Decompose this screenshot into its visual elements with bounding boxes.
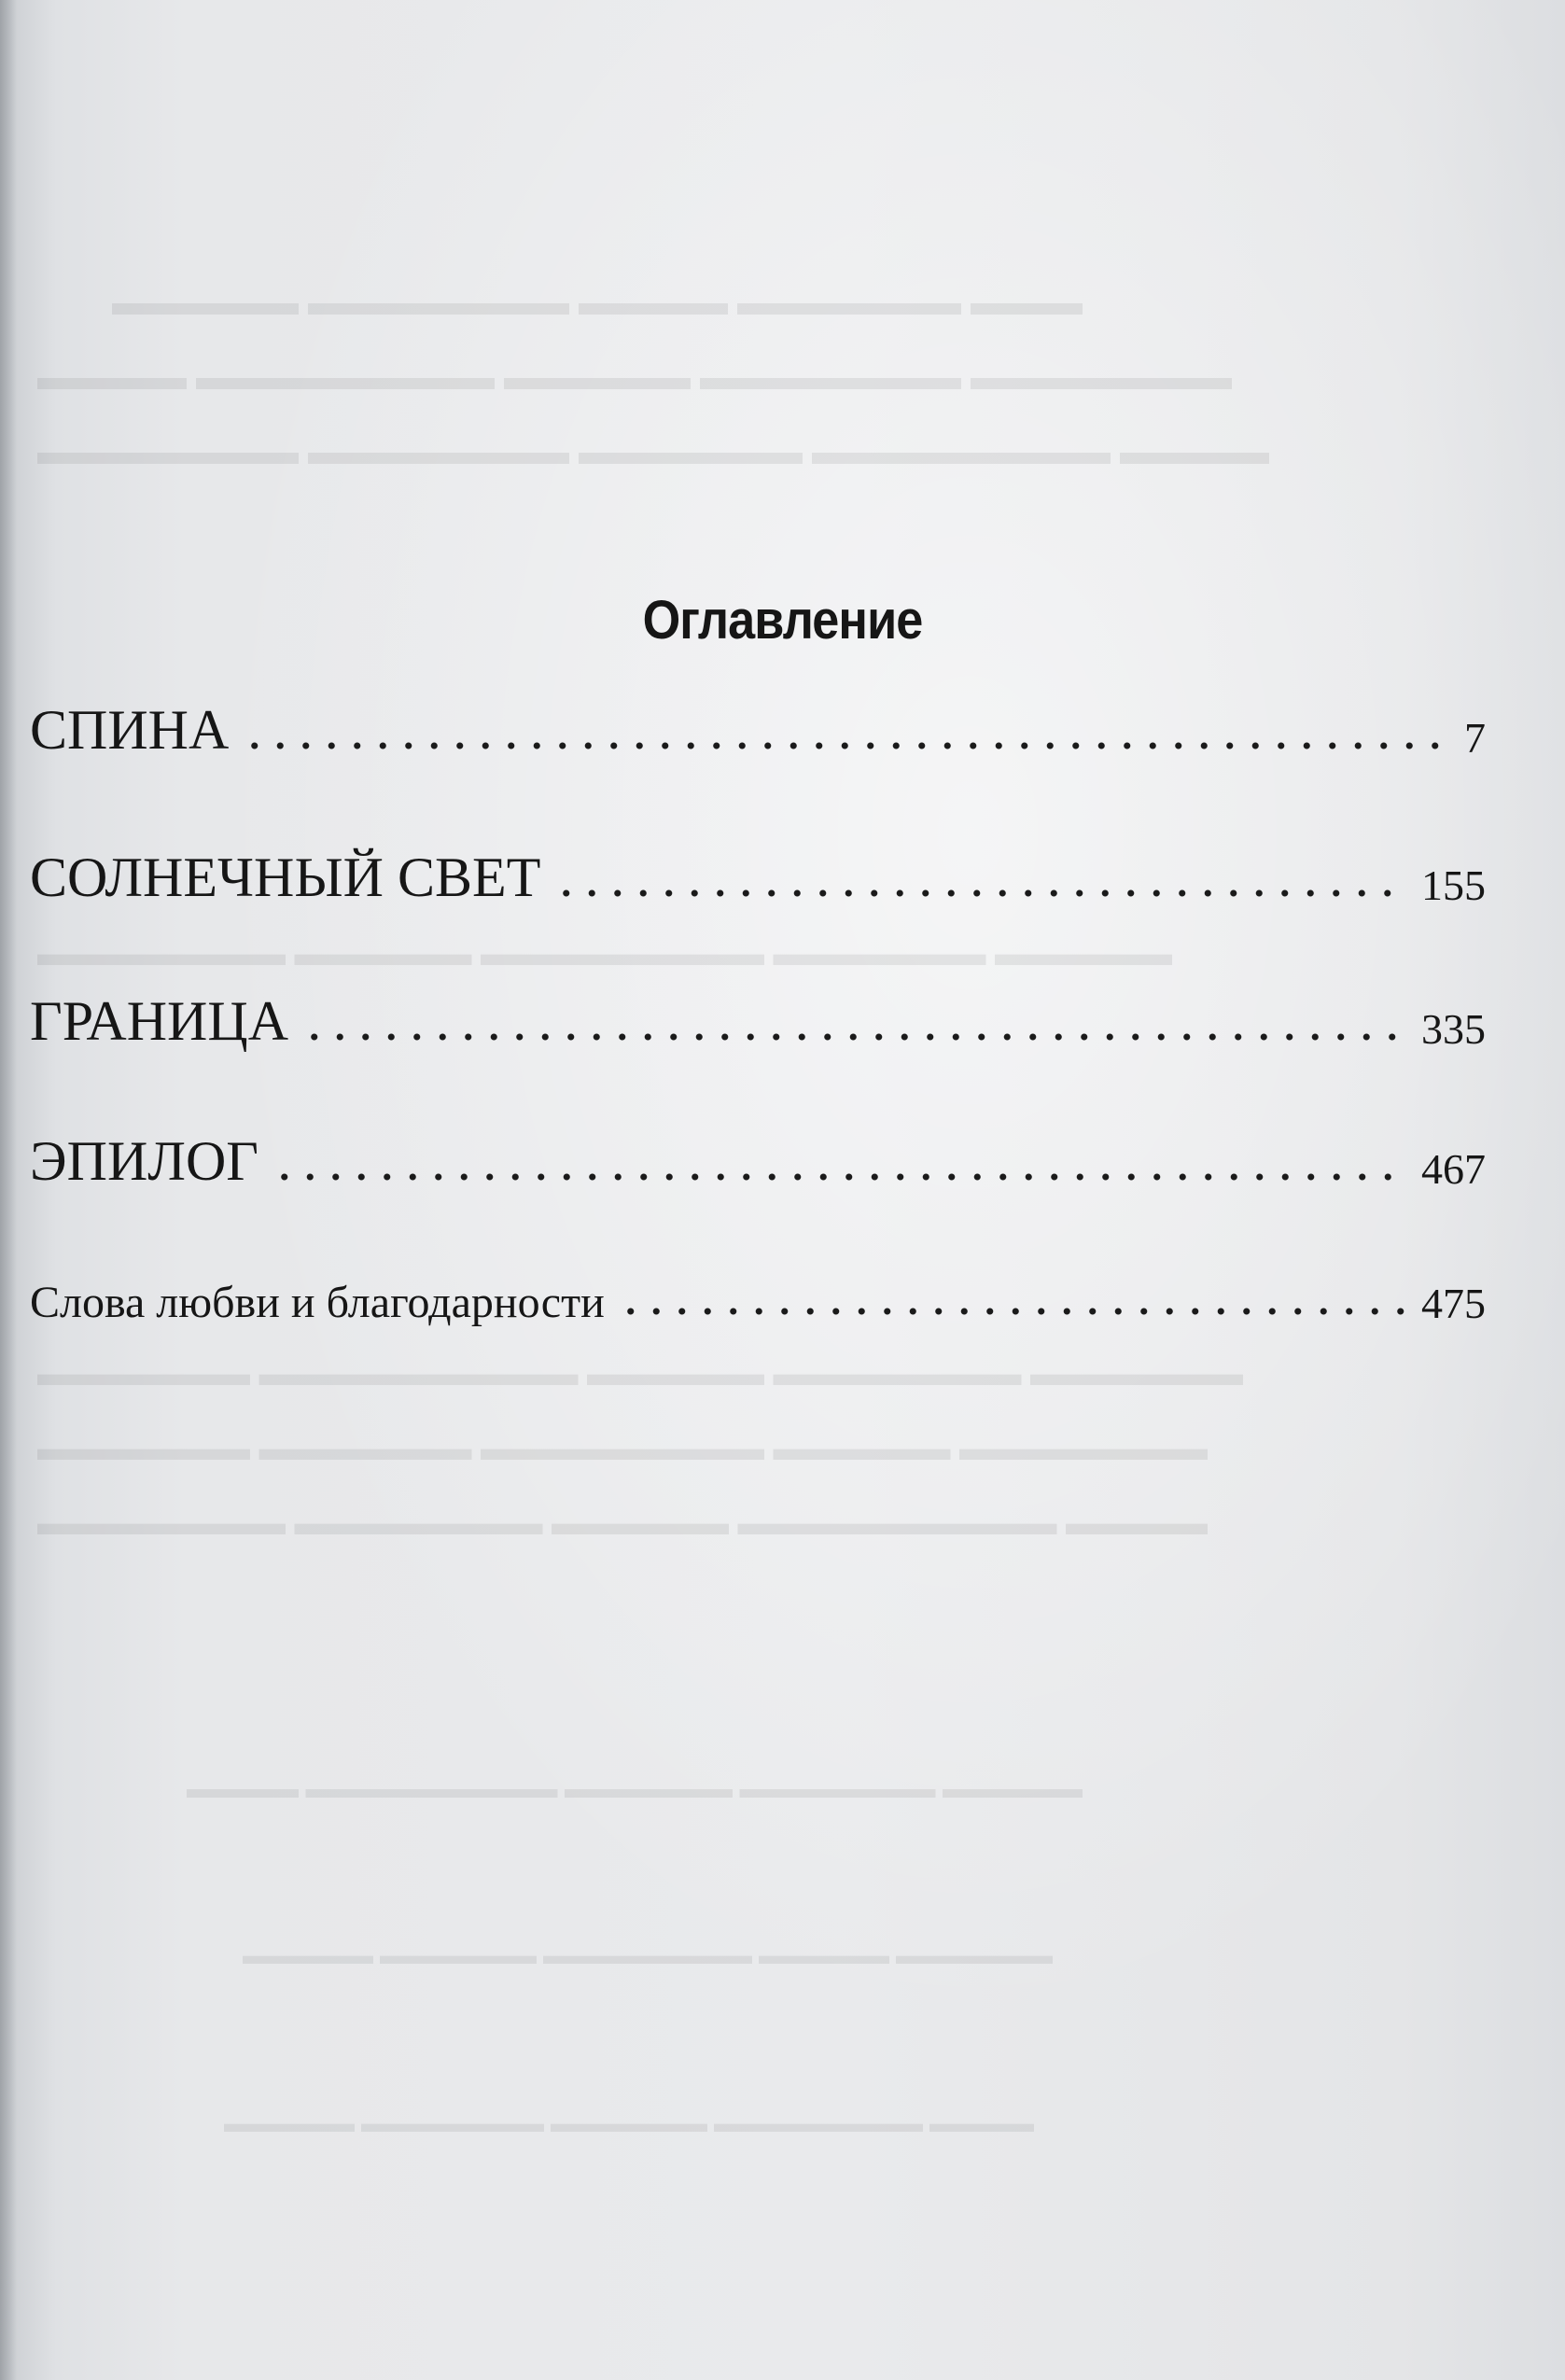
bleed-through-texture: ▬▬▬▬▬▬▬ ▬▬▬▬▬ ▬▬▬▬▬▬▬▬ ▬▬▬▬▬▬ ▬▬▬▬▬▬ <box>37 1429 1208 1468</box>
toc-entry[interactable] <box>30 698 1486 763</box>
bleed-through-texture: ▬▬▬▬▬ ▬▬▬▬▬▬▬ ▬▬▬▬▬▬ ▬▬▬▬▬▬▬▬▬ ▬▬▬▬ <box>187 1773 1083 1804</box>
bleed-through-texture: ▬▬▬▬ ▬▬▬▬▬▬▬▬ ▬▬▬▬▬▬ ▬▬▬▬▬▬▬ ▬▬▬▬▬▬▬ <box>37 430 1269 472</box>
toc-entry-title: СПИНА <box>30 699 230 761</box>
bleed-through-texture: ▬▬▬ ▬▬▬▬▬▬ ▬▬▬▬ ▬▬▬▬▬▬▬ ▬▬▬▬▬ <box>112 281 1083 323</box>
toc-entry[interactable] <box>30 846 1486 910</box>
toc-entry[interactable] <box>30 1277 1486 1328</box>
toc-entry-page: 7 <box>1464 714 1486 762</box>
toc-entry-title: ЭПИЛОГ <box>30 1130 259 1192</box>
bleed-through-texture: ▬▬▬▬ ▬▬▬▬▬▬▬▬ ▬▬▬▬▬▬ ▬▬▬▬▬▬▬ ▬▬▬▬▬ <box>224 2109 1034 2138</box>
toc-entry-title: ГРАНИЦА <box>30 990 289 1052</box>
bleed-through-texture: ▬▬▬▬▬▬▬ ▬▬▬▬▬▬▬ ▬▬▬▬▬ ▬▬▬▬▬▬▬▬ ▬▬▬▬ <box>37 356 1232 398</box>
toc-entry-title: Слова любви и благодарности <box>30 1278 605 1327</box>
toc-entry[interactable] <box>30 989 1486 1054</box>
toc-heading: Оглавление <box>642 589 923 651</box>
toc-entry-page: 475 <box>1421 1280 1486 1327</box>
bleed-through-texture: ▬▬▬▬▬ ▬▬▬▬▬▬ ▬▬▬▬▬▬▬▬ ▬▬▬▬▬ ▬▬▬▬▬▬▬ <box>37 934 1172 973</box>
bleed-through-texture: ▬▬▬▬ ▬▬▬▬▬▬▬▬▬ ▬▬▬▬▬ ▬▬▬▬▬▬▬ ▬▬▬▬▬▬▬ <box>37 1504 1208 1543</box>
toc-entry-page: 155 <box>1421 861 1486 909</box>
toc-entry-page: 467 <box>1421 1145 1486 1193</box>
bleed-through-texture: ▬▬▬▬▬▬ ▬▬▬▬▬ ▬▬▬▬▬▬▬▬ ▬▬▬▬▬▬ ▬▬▬▬▬ <box>243 1941 1053 1970</box>
toc-leader-dots <box>301 1031 1408 1043</box>
toc-leader-dots <box>553 888 1408 899</box>
toc-entry-title: СОЛНЕЧНЫЙ СВЕТ <box>30 847 541 908</box>
toc-entry-page: 335 <box>1421 1005 1486 1053</box>
toc-leader-dots <box>618 1306 1408 1317</box>
bleed-through-texture: ▬▬▬▬▬▬ ▬▬▬▬▬▬▬ ▬▬▬▬▬ ▬▬▬▬▬▬▬▬▬ ▬▬▬▬▬▬ <box>37 1354 1243 1393</box>
toc-entry[interactable] <box>30 1129 1486 1194</box>
toc-leader-dots <box>242 740 1451 751</box>
toc-leader-dots <box>272 1171 1408 1183</box>
page-edge-shadow <box>0 0 17 2380</box>
